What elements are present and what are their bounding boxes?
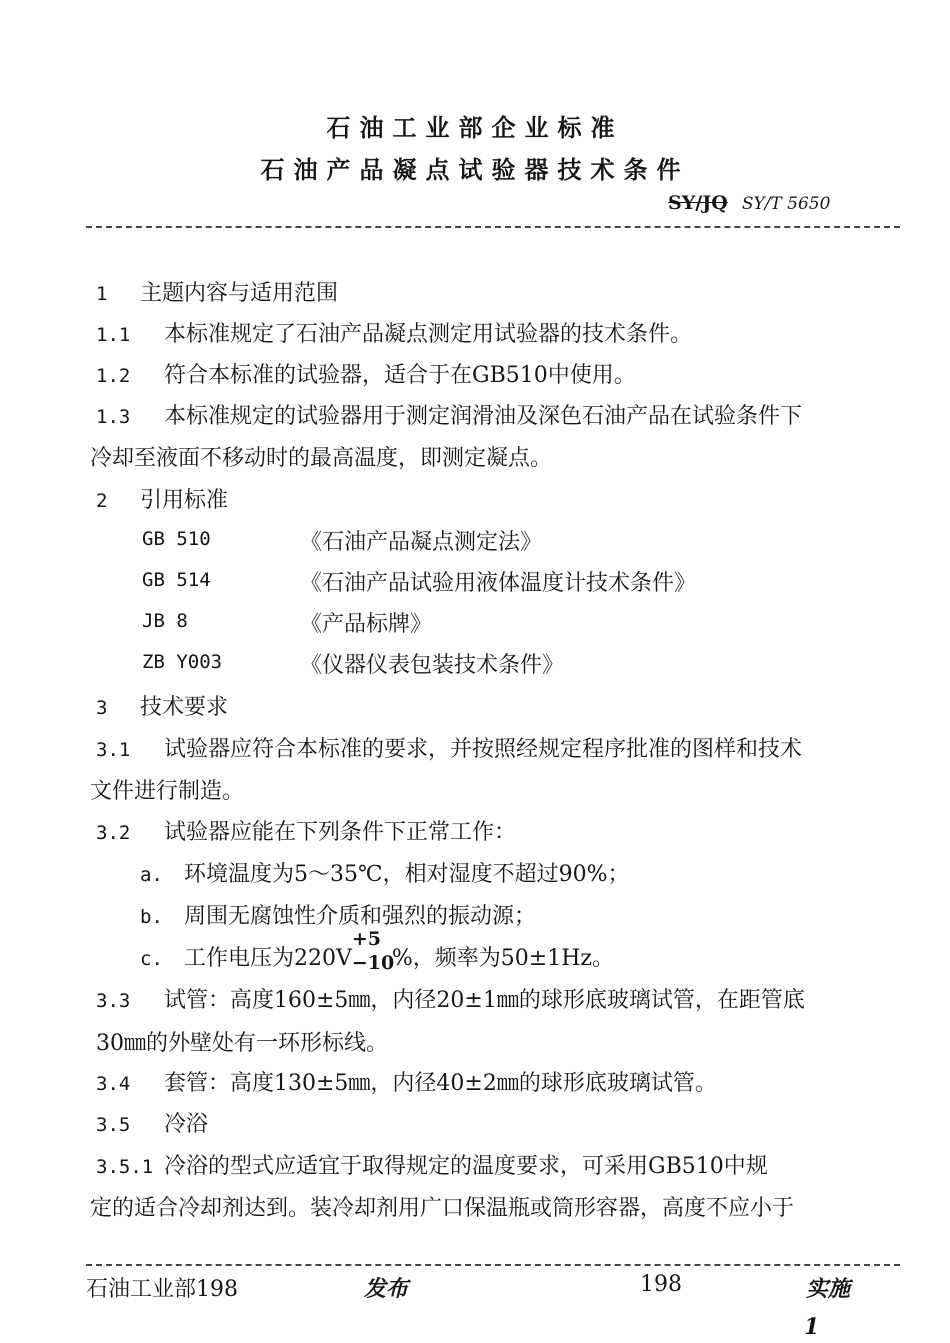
clause-3-5-1-continued: 定的适合冷却剂达到。装冷却剂用广口保温瓶或筒形容器，高度不应小于 xyxy=(90,1196,795,1221)
clause-3-1-continued: 文件进行制造。 xyxy=(90,779,245,804)
ref-code: ZB Y003 xyxy=(142,651,223,673)
frequency-text: %，频率为50±1Hz。 xyxy=(391,946,614,971)
voltage-tolerance xyxy=(351,928,395,974)
clause-3-5-1 xyxy=(96,1149,768,1180)
clause-text: 本标准规定的试验器用于测定润滑油及深色石油产品在试验条件下 xyxy=(164,404,803,429)
ref-title: 《石油产品试验用液体温度计技术条件》 xyxy=(300,571,697,596)
standard-code-handwritten: SY/T 5650 xyxy=(741,194,831,214)
item-letter: a. xyxy=(140,864,163,886)
clause-text: 试验器应符合本标准的要求，并按照经规定程序批准的图样和技术 xyxy=(164,737,803,762)
section-number: 3 xyxy=(96,697,108,719)
footer-implementation-label: 实施 xyxy=(806,1276,851,1302)
ref-code: GB 510 xyxy=(142,528,211,550)
clause-3-5 xyxy=(96,1107,208,1138)
clause-text: 试验器应能在下列条件下正常工作： xyxy=(164,820,517,845)
ref-title: 《产品标牌》 xyxy=(300,612,433,637)
ref-title: 《石油产品凝点测定法》 xyxy=(300,530,543,555)
tolerance-lower: −10 xyxy=(351,952,395,974)
clause-3-1 xyxy=(96,732,802,763)
clause-3-2 xyxy=(96,815,516,846)
clause-1-3-continued: 冷却至液面不移动时的最高温度，即测定凝点。 xyxy=(90,446,553,471)
section-3 xyxy=(96,690,228,721)
ref-title: 《仪器仪表包装技术条件》 xyxy=(300,653,565,678)
footer-implementation-date: 198 xyxy=(640,1272,682,1297)
item-text: 周围无腐蚀性介质和强烈的振动源； xyxy=(184,904,537,929)
standard-code-struck: SY/JQ xyxy=(668,192,728,214)
clause-3-4 xyxy=(96,1066,717,1097)
clause-number: 1.3 xyxy=(96,406,131,428)
section-number: 1 xyxy=(96,283,108,305)
clause-1-1 xyxy=(96,317,692,348)
clause-number: 3.5.1 xyxy=(96,1156,154,1178)
voltage-text: 工作电压为220V xyxy=(184,946,352,971)
doc-title: 石油产品凝点试验器技术条件 xyxy=(260,155,690,184)
clause-text: 冷浴的型式应适宜于取得规定的温度要求，可采用GB510中规 xyxy=(164,1154,768,1179)
clause-1-3 xyxy=(96,399,802,430)
section-2 xyxy=(96,483,228,514)
ref-code: JB 8 xyxy=(142,610,188,632)
section-1 xyxy=(96,276,338,307)
condition-item-b xyxy=(140,899,536,930)
clause-text: 套管：高度130±5㎜，内径40±2㎜的球形底玻璃试管。 xyxy=(164,1071,717,1096)
clause-text: 本标准规定了石油产品凝点测定用试验器的技术条件。 xyxy=(164,322,693,347)
clause-number: 3.3 xyxy=(96,990,131,1012)
item-letter: c. xyxy=(140,948,163,970)
clause-number: 3.2 xyxy=(96,822,131,844)
clause-text: 符合本标准的试验器，适合于在GB510中使用。 xyxy=(164,363,636,388)
tolerance-upper: +5 xyxy=(351,928,382,950)
clause-3-3 xyxy=(96,983,805,1014)
clause-number: 1.2 xyxy=(96,365,131,387)
section-title: 引用标准 xyxy=(140,488,229,513)
section-number: 2 xyxy=(96,490,108,512)
clause-number: 3.5 xyxy=(96,1114,131,1136)
clause-number: 3.1 xyxy=(96,739,131,761)
clause-text: 试管：高度160±5㎜，内径20±1㎜的球形底玻璃试管，在距管底 xyxy=(164,988,805,1013)
footer-divider xyxy=(86,1264,900,1266)
section-title: 技术要求 xyxy=(140,695,229,720)
standard-code xyxy=(668,192,830,214)
condition-item-c xyxy=(140,928,614,974)
clause-number: 3.4 xyxy=(96,1073,131,1095)
section-title: 主题内容与适用范围 xyxy=(140,281,339,306)
clause-3-3-continued: 30㎜的外壁处有一环形标线。 xyxy=(96,1031,388,1056)
footer-issuer: 石油工业部198 xyxy=(86,1277,238,1302)
header-divider xyxy=(86,226,900,228)
clause-number: 1.1 xyxy=(96,324,131,346)
clause-title: 冷浴 xyxy=(164,1112,209,1137)
item-letter: b. xyxy=(140,906,163,928)
footer-issue-label: 发布 xyxy=(364,1276,409,1302)
item-text: 环境温度为5～35℃，相对湿度不超过90%； xyxy=(184,862,630,887)
clause-1-2 xyxy=(96,358,636,389)
ref-code: GB 514 xyxy=(142,569,211,591)
condition-item-a xyxy=(140,857,630,888)
org-line: 石油工业部企业标准 xyxy=(326,113,624,142)
page-number: 1 xyxy=(804,1314,820,1340)
